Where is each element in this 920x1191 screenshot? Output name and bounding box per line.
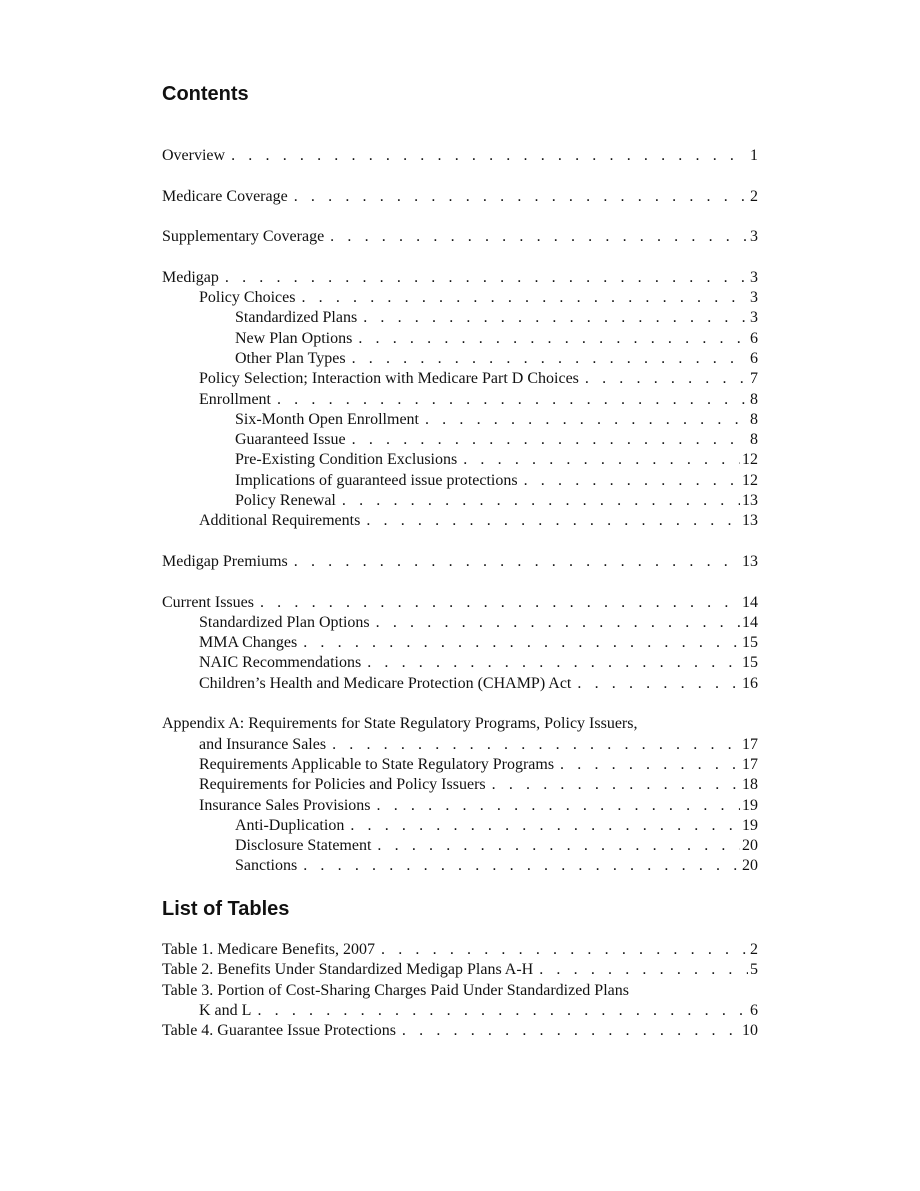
dot-leader [330, 227, 748, 247]
table-entry-2[interactable] [162, 960, 758, 980]
toc-entry-page: 15 [742, 654, 758, 672]
toc-entry-guaranteed-issue[interactable] [162, 430, 758, 450]
dot-leader [342, 491, 740, 511]
dot-leader [231, 146, 748, 166]
toc-entry-supplementary-coverage[interactable] [162, 227, 758, 247]
toc-entry-title: Policy Selection; Interaction with Medicare Part D Choices [199, 370, 579, 388]
toc-entry-page: 2 [750, 187, 758, 205]
dot-leader [366, 511, 740, 531]
dot-leader [539, 960, 748, 980]
table-entry-page: 5 [750, 961, 758, 979]
toc-entry-page: 3 [750, 289, 758, 307]
contents-heading: Contents [162, 83, 249, 105]
toc-entry-page: 17 [742, 755, 758, 773]
dot-leader [303, 633, 740, 653]
dot-leader [352, 349, 748, 369]
list-of-tables [162, 940, 758, 1041]
dot-leader [363, 308, 748, 328]
toc-entry-medicare-coverage[interactable] [162, 187, 758, 207]
toc-entry-standardized-plans[interactable] [162, 308, 758, 328]
toc-entry-page: 12 [742, 451, 758, 469]
dot-leader [524, 471, 740, 491]
dot-leader [352, 430, 748, 450]
table-entry-title-continuation: K and L [199, 1001, 252, 1019]
toc-entry-page: 16 [742, 674, 758, 692]
toc-entry-page: 13 [742, 492, 758, 510]
toc-entry-title: Guaranteed Issue [235, 431, 346, 449]
toc-entry-title: MMA Changes [199, 634, 298, 652]
toc-entry-title: Pre-Existing Condition Exclusions [235, 451, 458, 469]
toc-entry-title: Supplementary Coverage [162, 228, 325, 246]
toc-entry-title: Policy Choices [199, 289, 296, 307]
toc-entry-page: 17 [742, 735, 758, 753]
toc-entry-overview[interactable] [162, 146, 758, 166]
table-entry-page: 10 [742, 1022, 758, 1040]
toc-entry-page: 3 [750, 268, 758, 286]
toc-entry-page: 18 [742, 776, 758, 794]
toc-entry-current-issues[interactable] [162, 593, 758, 613]
toc-entry-page: 12 [742, 471, 758, 489]
toc-entry-six-month-open-enrollment[interactable] [162, 410, 758, 430]
toc-entry-page: 3 [750, 228, 758, 246]
toc-entry-policy-renewal[interactable] [162, 491, 758, 511]
toc-entry-other-plan-types[interactable] [162, 349, 758, 369]
toc-entry-page: 19 [742, 816, 758, 834]
dot-leader [463, 450, 740, 470]
toc-entry-implications-guaranteed-issue[interactable] [162, 471, 758, 491]
toc-entry-title: Insurance Sales Provisions [199, 796, 371, 814]
toc-entry-mma-changes[interactable] [162, 633, 758, 653]
table-entry-page: 2 [750, 941, 758, 958]
dot-leader [294, 552, 740, 572]
toc-entry-policies-and-issuers[interactable] [162, 775, 758, 795]
toc-entry-title: Six-Month Open Enrollment [235, 410, 419, 428]
dot-leader [260, 593, 740, 613]
toc-entry-title: Sanctions [235, 857, 298, 875]
toc-entry-page: 8 [750, 410, 758, 428]
toc-entry-title: Additional Requirements [199, 512, 361, 530]
table-entry-1[interactable] [162, 940, 758, 960]
toc-entry-title: Standardized Plans [235, 309, 358, 327]
toc-entry-title: Children’s Health and Medicare Protection (CHAMP) Act [199, 674, 572, 692]
toc-entry-pre-existing-condition-exclusions[interactable] [162, 450, 758, 470]
dot-leader [560, 755, 740, 775]
table-entry-title: Table 3. Portion of Cost-Sharing Charges Paid Under Standardized Plans [162, 981, 629, 999]
toc-entry-page: 6 [750, 349, 758, 367]
toc-entry-appendix-a-continuation[interactable] [162, 735, 758, 755]
dot-leader [425, 410, 748, 430]
dot-leader [376, 613, 740, 633]
toc-entry-new-plan-options[interactable] [162, 329, 758, 349]
toc-entry-page: 14 [742, 593, 758, 611]
toc-entry-page: 13 [742, 512, 758, 530]
table-entry-title: Table 2. Benefits Under Standardized Medigap Plans A-H [162, 961, 534, 979]
toc-entry-title: Current Issues [162, 593, 254, 611]
dot-leader [585, 369, 748, 389]
toc-entry-additional-requirements[interactable] [162, 511, 758, 531]
toc-entry-title: Disclosure Statement [235, 837, 372, 855]
toc-entry-title: Requirements for Policies and Policy Issuers [199, 776, 486, 794]
dot-leader [358, 329, 748, 349]
toc-entry-page: 3 [750, 309, 758, 327]
toc-entry-title: Overview [162, 147, 226, 164]
toc-entry-appendix-a[interactable] [162, 714, 758, 734]
toc-entry-title: New Plan Options [235, 329, 353, 347]
table-entry-4[interactable] [162, 1021, 758, 1041]
table-entry-title: Table 1. Medicare Benefits, 2007 [162, 941, 376, 958]
toc-entry-title: Requirements Applicable to State Regulatory Programs [199, 755, 555, 773]
toc-entry-sanctions[interactable] [162, 856, 758, 876]
dot-leader [301, 288, 748, 308]
toc-entry-page: 20 [742, 837, 758, 855]
toc-entry-title: Medigap [162, 268, 219, 286]
toc-entry-page: 14 [742, 613, 758, 631]
toc-entry-page: 19 [742, 796, 758, 814]
dot-leader [402, 1021, 740, 1041]
toc-entry-title: Other Plan Types [235, 349, 346, 367]
toc-entry-title: Anti-Duplication [235, 816, 345, 834]
toc-entry-page: 13 [742, 552, 758, 570]
toc-entry-policy-selection[interactable] [162, 369, 758, 389]
toc-entry-title: Appendix A: Requirements for State Regulatory Programs, Policy Issuers, [162, 715, 638, 733]
toc-entry-enrollment[interactable] [162, 390, 758, 410]
dot-leader [277, 390, 748, 410]
dot-leader [225, 268, 748, 288]
dot-leader [350, 816, 740, 836]
toc-entry-policy-choices[interactable] [162, 288, 758, 308]
toc-entry-page: 15 [742, 634, 758, 652]
dot-leader [332, 735, 740, 755]
dot-leader [257, 1001, 748, 1021]
dot-leader [377, 836, 740, 856]
toc-entry-page: 7 [750, 370, 758, 388]
toc-entry-champ-act[interactable] [162, 674, 758, 694]
toc-entry-page: 8 [750, 431, 758, 449]
table-entry-3-continuation[interactable] [162, 1001, 758, 1021]
list-of-tables-heading: List of Tables [162, 898, 290, 920]
dot-leader [303, 856, 740, 876]
dot-leader [367, 653, 740, 673]
toc-entry-title: Implications of guaranteed issue protections [235, 471, 518, 489]
toc-entry-title: Policy Renewal [235, 492, 336, 510]
table-entry-page: 6 [750, 1001, 758, 1019]
toc-entry-page: 20 [742, 857, 758, 875]
toc-entry-standardized-plan-options[interactable] [162, 613, 758, 633]
toc-entry-medigap-premiums[interactable] [162, 552, 758, 572]
toc-entry-anti-duplication[interactable] [162, 816, 758, 836]
toc-entry-title-continuation: and Insurance Sales [199, 735, 327, 753]
toc-entry-page: 8 [750, 390, 758, 408]
toc-entry-naic-recommendations[interactable] [162, 653, 758, 673]
dot-leader [294, 187, 748, 207]
toc-entry-insurance-sales-provisions[interactable] [162, 796, 758, 816]
toc-entry-title: Medicare Coverage [162, 187, 288, 205]
toc-entry-disclosure-statement[interactable] [162, 836, 758, 856]
table-of-contents [162, 146, 758, 877]
toc-entry-page: 6 [750, 329, 758, 347]
toc-entry-medigap[interactable] [162, 268, 758, 288]
toc-entry-page: 1 [750, 147, 758, 164]
toc-entry-title: Standardized Plan Options [199, 613, 370, 631]
dot-leader [377, 796, 740, 816]
dot-leader [577, 674, 740, 694]
toc-entry-title: NAIC Recommendations [199, 654, 362, 672]
dot-leader [492, 775, 740, 795]
toc-entry-title: Medigap Premiums [162, 552, 288, 570]
dot-leader [381, 940, 748, 960]
table-entry-3[interactable] [162, 981, 758, 1001]
toc-entry-state-regulatory-programs[interactable] [162, 755, 758, 775]
table-entry-title: Table 4. Guarantee Issue Protections [162, 1022, 396, 1040]
toc-entry-title: Enrollment [199, 390, 271, 408]
